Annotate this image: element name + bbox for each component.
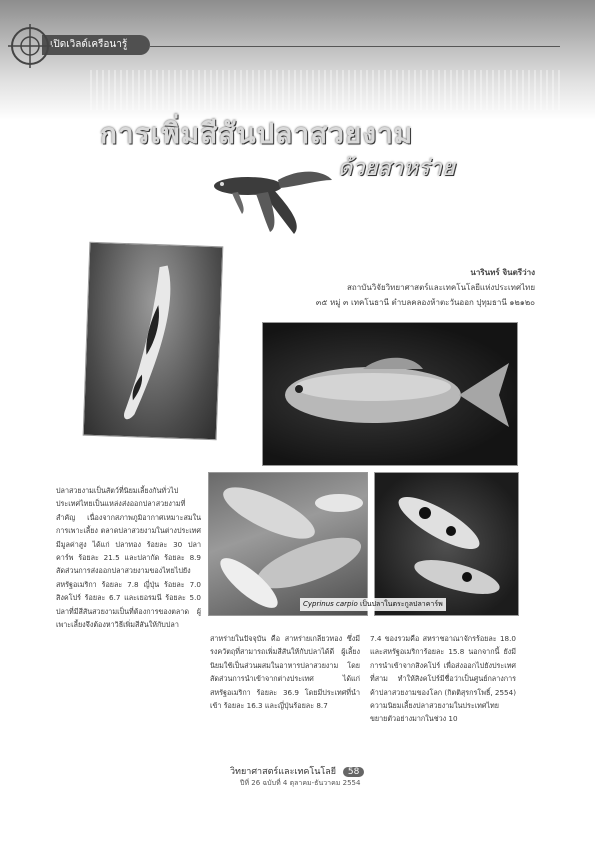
footer-issue: ปีที่ 26 ฉบับที่ 4 ตุลาคม-ธันวาคม 2554: [240, 779, 361, 787]
author-address: ๓๕ หมู่ ๓ เทคโนธานี ตำบลคลองห้าตะวันออก ปุทุมธานี ๑๒๑๒๐: [315, 298, 535, 307]
body-column-2: สาหร่ายในปัจจุบัน คือ สาหร่ายเกลียวทอง ซึ่งมีรงควัตถุที่สามารถเพิ่มสีสันให้กับปลาได้ดี ผู้เลี้ยงนิยมใช้เป็นส่วนผสมในอาหารปลาสวยงาม โดยสัดส่วนการนำเข้าจากต่างประเทศ ได้แก่ สหรัฐอเมริกา ร้อยละ 36.9 โดยมีประเทศที่นำเข้า ร้อยละ 16.3 และญี่ปุ่นร้อยละ 8.7: [210, 634, 360, 711]
footer-journal: [230, 764, 364, 778]
target-icon: [8, 24, 52, 68]
caption-species: Cyprinus carpio: [303, 600, 358, 608]
journal-name: วิทยาศาสตร์และเทคโนโลยี: [230, 767, 337, 777]
author-organization: สถาบันวิจัยวิทยาศาสตร์และเทคโนโลยีแห่งประเทศไทย: [347, 283, 535, 292]
body-column-1: ปลาสวยงามเป็นสัตว์ที่นิยมเลี้ยงกันทั่วไป ประเทศไทยเป็นแหล่งส่งออกปลาสวยงามที่สำคัญ เนื่องจากสภาพภูมิอากาศเหมาะสมในการเพาะเลี้ยง ตลาดปลาสวยงามในต่างประเทศมีมูลค่าสูง ได้แก่ ปลาทอง ร้อยละ 30 ปลาคาร์พ ร้อยละ 21.5 และปลากัด ร้อยละ 8.9 สัดส่วนการส่งออกปลาสวยงามของไทยไปยังสหรัฐอเมริกา ร้อยละ 7.8 ญี่ปุ่น ร้อยละ 7.0 สิงคโปร์ ร้อยละ 6.7 และเยอรมนี ร้อยละ 5.0 ปลาที่มีสีสันสวยงามเป็นที่ต้องการของตลาด ผู้เพาะเลี้ยงจึงต้องหาวิธีเพิ่มสีสันให้กับปลา: [56, 486, 201, 630]
photo-caption: [300, 598, 446, 611]
betta-fish-image: [208, 166, 338, 236]
caption-text: เป็นปลาในตระกูลปลาคาร์พ: [359, 600, 443, 608]
section-divider: [150, 46, 560, 47]
body-column-3: 7.4 ของรวมคือ สหราชอาณาจักรร้อยละ 18.0 และสหรัฐอเมริการ้อยละ 15.8 นอกจากนี้ ยังมีการนำเข้าจากสิงคโปร์ เพื่อส่งออกไปยังประเทศที่สาม ทำให้สิงคโปร์มีชื่อว่าเป็นศูนย์กลางการค้าปลาสวยงามของโลก (กิตติสุรกรโพธิ์, 2554) ความนิยมเลี้ยงปลาสวยงามในประเทศไทยขยายตัวอย่างมากในช่วง 10: [370, 634, 517, 724]
article-subtitle: ด้วยสาหร่าย: [338, 156, 455, 181]
koi-photo-left: [83, 242, 224, 441]
koi-group-photo: [208, 472, 368, 616]
koi-dark-photo: [374, 472, 519, 616]
goldfish-photo: [262, 322, 518, 466]
section-label: เปิดเวิลด์เครือนารู้: [42, 35, 150, 55]
article-title: การเพิ่มสีสันปลาสวยงาม: [100, 117, 414, 150]
page-number: 58: [343, 767, 364, 777]
author-name: นารินทร์ จินตรีว่าง: [470, 268, 535, 277]
header-texture: [90, 70, 560, 110]
